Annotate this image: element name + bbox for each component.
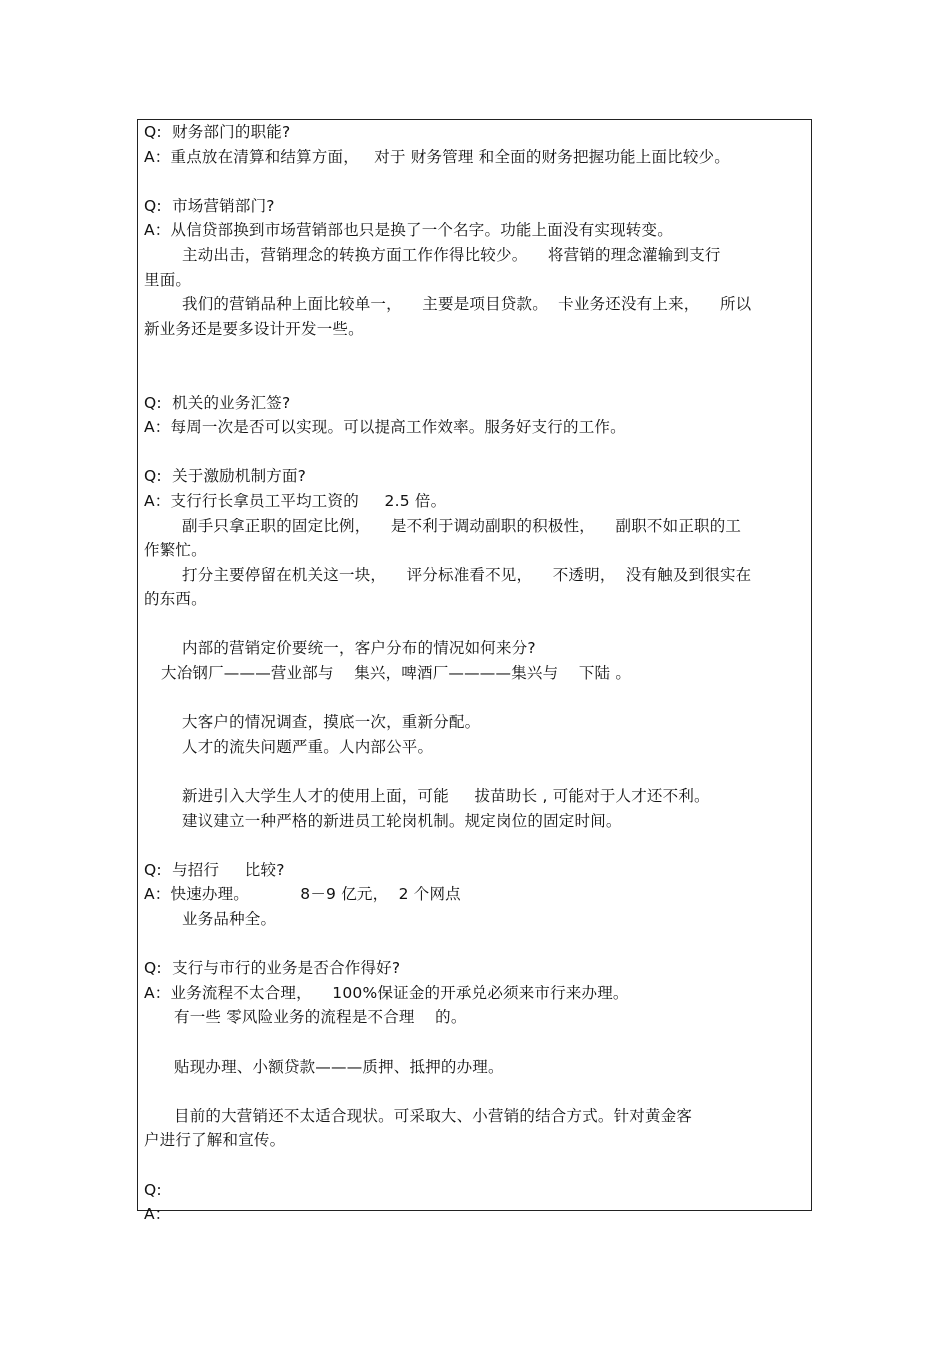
answer-line: 打分主要停留在机关这一块， 评分标准看不见， 不透明， 没有触及到很实在 [182,565,752,584]
answer-line: 有一些 零风险业务的流程是不合理 的。 [174,1008,467,1027]
spacer [144,833,807,858]
question-line: Q: 机关的业务汇签? [144,393,291,412]
answer-line: A：支行行长拿员工平均工资的 2.5 倍。 [144,491,447,510]
spacer [144,759,807,784]
note-line: 内部的营销定价要统一，客户分布的情况如何来分? [182,639,536,658]
note-line: 人才的流失问题严重。人内部公平。 [182,737,434,756]
answer-line: A：业务流程不太合理， 100%保证金的开承兑必须来市行来办理。 [144,983,629,1002]
answer-line: 作繁忙。 [144,541,207,560]
interview-notes-box [137,119,812,1224]
note-line: 目前的大营销还不太适合现状。可采取大、小营销的结合方式。针对黄金客 [174,1106,693,1125]
question-line: Q: 财务部门的职能? [144,123,291,141]
note-line: 建议建立一种严格的新进员工轮岗机制。规定岗位的固定时间。 [182,811,622,830]
spacer [144,1030,807,1055]
spacer [144,341,807,390]
spacer [144,1153,807,1178]
answer-line: 新业务还是要多设计开发一些。 [144,319,364,338]
answer-line: A：从信贷部换到市场营销部也只是换了一个名字。功能上面没有实现转变。 [144,221,673,240]
answer-line: 的东西。 [144,590,207,609]
answer-line: A：每周一次是否可以实现。可以提高工作效率。服务好支行的工作。 [144,418,626,437]
question-line: Q: [144,1180,162,1199]
answer-line: 副手只拿正职的固定比例， 是不利于调动副职的积极性， 副职不如正职的工 [182,516,742,535]
note-line: 贴现办理、小额贷款———质押、抵押的办理。 [174,1057,504,1076]
note-line: 大客户的情况调查，摸底一次，重新分配。 [182,713,481,732]
answer-line: 主动出击，营销理念的转换方面工作作得比较少。 将营销的理念灌输到支行 [182,245,721,264]
spacer [144,440,807,465]
question-line: Q: 与招行 比较? [144,860,285,879]
answer-line: A：重点放在清算和结算方面， 对于 财务管理 和全面的财务把握功能上面比较少。 [144,147,730,166]
note-line: 大冶钢厂———营业部与 集兴，啤酒厂————集兴与 下陆 。 [161,664,632,683]
spacer [144,612,807,637]
question-line: Q: 关于激励机制方面? [144,467,307,486]
note-line: 新进引入大学生人才的使用上面，可能 拔苗助长 , 可能对于人才还不利。 [182,787,710,806]
question-line: Q: 市场营销部门? [144,196,275,215]
spacer [144,1079,807,1104]
spacer [144,169,807,194]
question-line: Q: 支行与市行的业务是否合作得好? [144,959,401,978]
answer-line: 业务品种全。 [182,910,277,928]
spacer [144,932,807,957]
note-line: 户进行了解和宣传。 [144,1131,286,1150]
answer-line: 里面。 [144,270,192,289]
answer-line: A：快速办理。 8－9 亿元， 2 个网点 [144,885,461,904]
spacer [144,686,807,711]
answer-line: A： [144,1205,171,1224]
answer-line: 我们的营销品种上面比较单一， 主要是项目贷款。 卡业务还没有上来， 所以 [182,295,752,314]
